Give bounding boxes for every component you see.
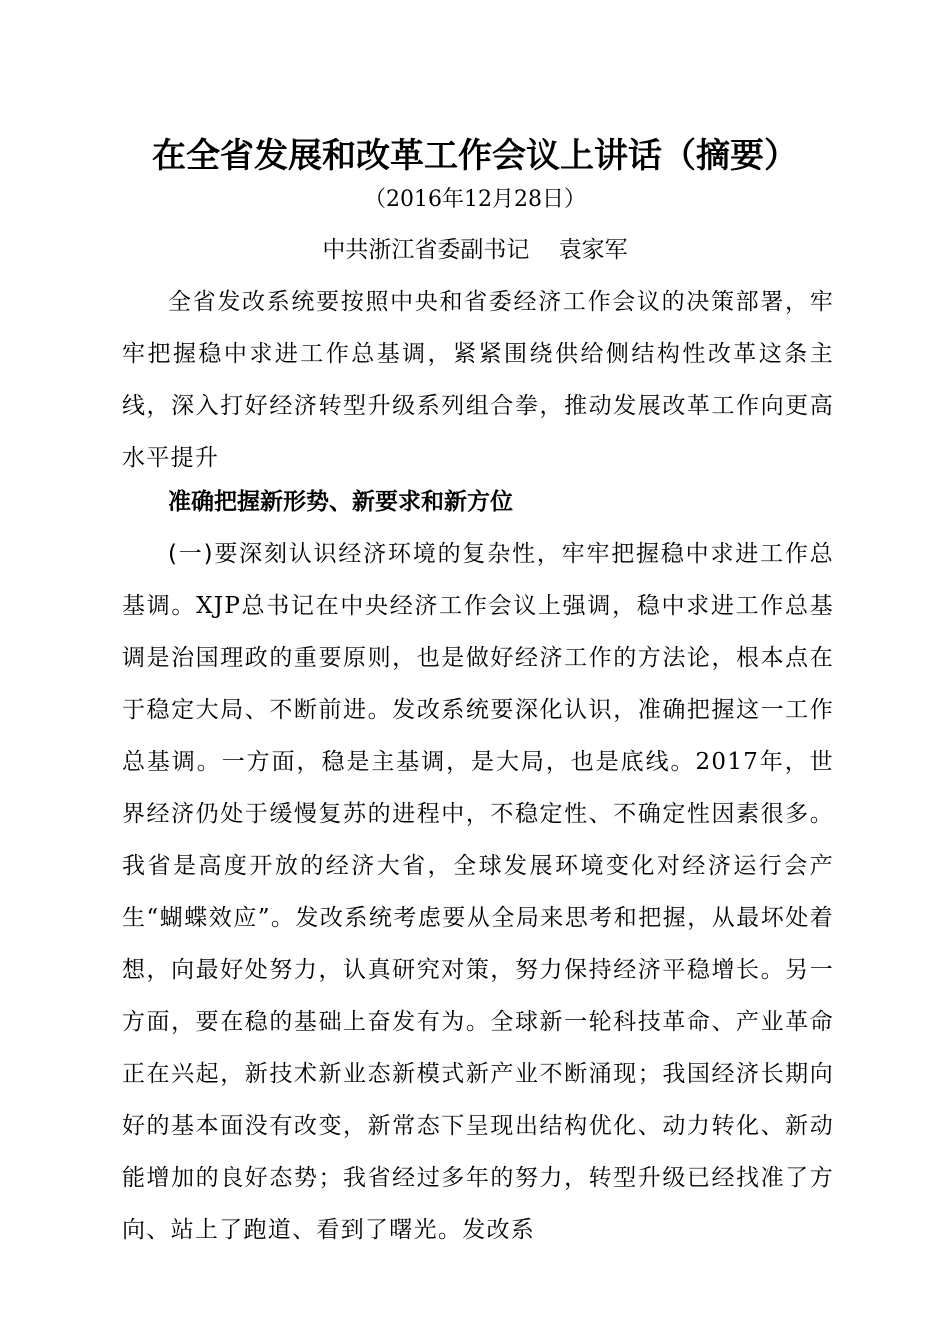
intro-paragraph: 全省发改系统要按照中央和省委经济工作会议的决策部署，牢牢把握稳中求进工作总基调，紧紧围绕供给侧结构性改革这条主线，深入打好经济转型升级系列组合拳，推动发展改革工作向更高水平提升 xyxy=(122,289,834,471)
point1-body: XJP总书记在中央经济工作会议上强调，稳中求进工作总基调是治国理政的重要原则，也是做好经济工作的方法论，根本点在于稳定大局、不断前进。发改系统要深化认识，准确把握这一工作总基调。一方面，稳是主基调，是大局，也是底线。2017年，世界经济仍处于缓慢复苏的进程中，不稳定性、不确定性因素很多。我省是高度开放的经济大省，全球发展环境变化对经济运行会产生“蝴蝶效应”。发改系统考虑要从全局来思考和把握，从最坏处着想，向最好处努力，认真研究对策，努力保持经济平稳增长。另一方面，要在稳的基础上奋发有为。全球新一轮科技革命、产业革命正在兴起，新技术新业态新模式新产业不断涌现；我国经济长期向好的基本面没有改变，新常态下呈现出结构优化、动力转化、新动能增加的良好态势；我省经过多年的努力，转型升级已经找准了方向、站上了跑道、看到了曙光。发改系 xyxy=(122,593,835,1243)
point1-lead: (一)要深刻认识经济环境的复杂性，牢牢把握稳中求进工作总基调。 xyxy=(122,541,834,619)
point1-paragraph xyxy=(122,528,834,1256)
document-title: 在全省发展和改革工作会议上讲话（摘要） xyxy=(152,136,798,176)
document-author: 中共浙江省委副书记 袁家军 xyxy=(322,237,628,263)
document-date: （2016年12月28日） xyxy=(364,187,586,212)
section-heading: 准确把握新形势、新要求和新方位 xyxy=(168,489,513,515)
